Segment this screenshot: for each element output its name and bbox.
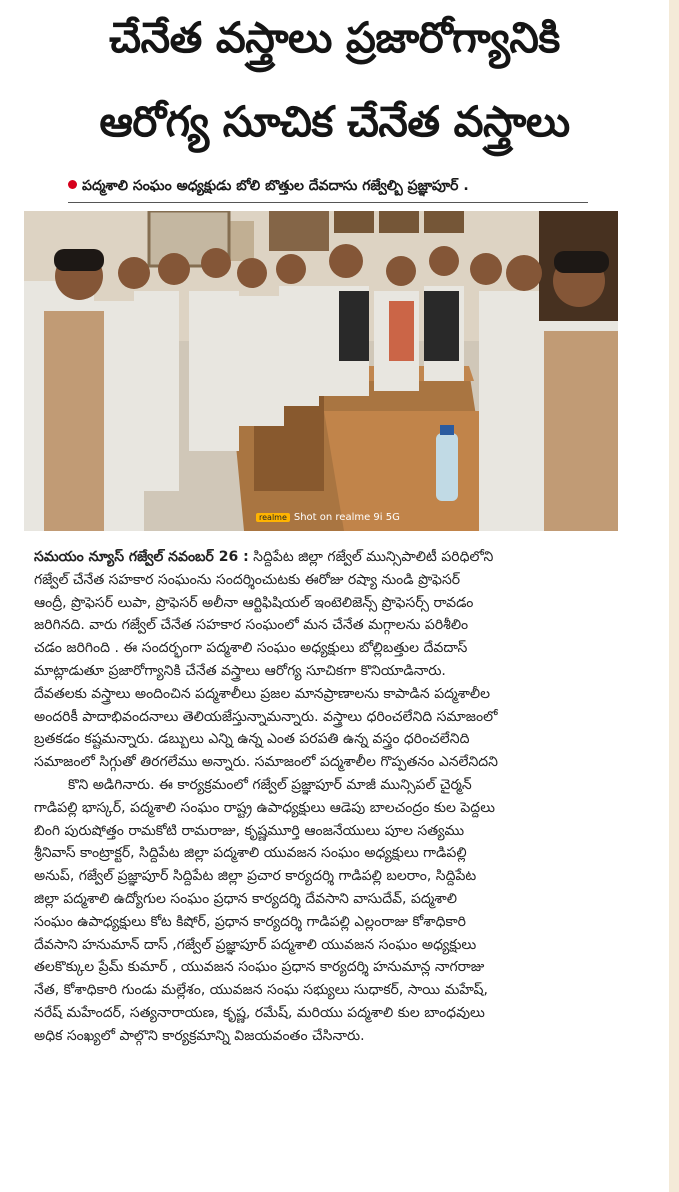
article-line: కొని అడిగినారు. ఈ కార్యక్రమంలో గజ్వేల్ ప్రజ్ఞాపూర్ మాజీ మున్సిపల్ చైర్మన్ — [68, 776, 472, 793]
watermark-text: Shot on realme 9i 5G — [293, 512, 400, 523]
headline-line-1: చేనేత వస్త్రాలు ప్రజారోగ్యానికి — [109, 13, 560, 62]
watermark-tag: realme — [256, 513, 290, 522]
article-line: ఆంద్రీ, ప్రొఫెసర్ లుపా, ప్రొఫెసర్ అలీనా ఆర్టిఫిషియల్ ఇంటెలిజెన్స్ ప్రొఫెసర్స్ రావడం — [34, 594, 474, 611]
article-line — [34, 546, 644, 569]
article-line: బ్రతకడం కష్టమన్నారు. డబ్బులు ఎన్ని ఉన్న ఎంత పరపతి ఉన్న వస్త్రం ధరించలేనిది — [34, 731, 470, 748]
article-body — [34, 546, 644, 1048]
article-line: అనుప్, గజ్వేల్ ప్రజ్ఞాపూర్ సిద్దిపేట జిల్లా ప్రచార కార్యదర్శి గాడిపల్లి బలరాం, సిద్దిపేట — [34, 868, 477, 885]
article-line: తలకొక్కుల ప్రేమ్ కుమార్ , యువజన సంఘం ప్రధాన కార్యదర్శి హనుమాన్ల నాగరాజు — [34, 959, 485, 976]
red-bullet-icon — [68, 180, 77, 189]
dateline: సమయం న్యూస్ గజ్వేల్ నవంబర్ 26 : — [34, 549, 249, 565]
group-photo-illustration — [24, 211, 618, 531]
article-line: శ్రీనివాస్ కాంట్రాక్టర్, సిద్దిపేట జిల్లా పద్మశాలి యువజన సంఘం అధ్యక్షులు గాడిపల్లి — [34, 845, 467, 862]
article-line: అధిక సంఖ్యలో పాల్గొని కార్యక్రమాన్ని విజయవంతం చేసినారు. — [34, 1027, 365, 1044]
article-line: అందరికీ పాదాభివందనాలు తెలియజేస్తున్నామన్నారు. వస్త్రాలు ధరించలేనిది సమాజంలో — [34, 708, 498, 725]
page-edge-strip — [669, 0, 679, 1192]
article-line: నరేష్ మహేందర్, సత్యనారాయణ, కృష్ణ, రమేష్, మరియు పద్మశాలి కుల బాంధవులు — [34, 1004, 485, 1021]
byline — [68, 172, 588, 203]
article-line: దేవతలకు వస్త్రాలు అందించిన పద్మశాలీలు ప్రజల మానప్రాణాలను కాపాడిన పద్మశాలీల — [34, 685, 491, 702]
article-line: నేత, కోశాధికారి గుండు మల్లేశం, యువజన సంఘ సభ్యులు సుధాకర్, సాయి మహేష్, — [34, 982, 488, 999]
article-line: మాట్లాడుతూ ప్రజారోగ్యానికి చేనేత వస్త్రాలు ఆరోగ్య సూచికగా కొనియాడినారు. — [34, 662, 446, 679]
article-line: జరిగినది. వారు గజ్వేల్ చేనేత సహకార సంఘంలో మన చేనేత మగ్గాలను పరిశీలిం — [34, 617, 469, 634]
article-line: దేవసాని హనుమాన్ దాస్ ,గజ్వేల్ ప్రజ్ఞాపూర్ పద్మశాలి యువజన సంఘం అధ్యక్షులు — [34, 936, 477, 953]
article-line: బింగి పురుషోత్తం రామకోటి రామరాజు, కృష్ణమూర్తి ఆంజనేయులు పూల సత్యము — [34, 822, 465, 839]
article-line: గాడిపల్లి భాస్కర్, పద్మశాలి సంఘం రాష్ట్ర ఉపాధ్యక్షులు ఆడెపు బాలచంద్రం కుల పెద్దలు — [34, 799, 495, 816]
article-line: జిల్లా పద్మశాలి ఉద్యోగుల సంఘం ప్రధాన కార్యదర్శి దేవసాని వాసుదేవ్, పద్మశాలి — [34, 890, 457, 907]
byline-text: పద్మశాలి సంఘం అధ్యక్షుడు బోలి బొత్తుల దేవదాసు గజ్వేల్బి ప్రజ్ఞాపూర్ . — [82, 178, 469, 194]
article-line-text: సిద్దిపేట జిల్లా గజ్వేల్ మున్సిపాలిటీ పరిధిలోని — [248, 549, 494, 565]
article-line: చడం జరిగింది . ఈ సందర్భంగా పద్మశాలి సంఘం అధ్యక్షులు బోల్లిబత్తుల దేవదాస్ — [34, 640, 468, 657]
article-line: గజ్వేల్ చేనేత సహకార సంఘంను సందర్శించుటకు ఈరోజు రష్యా నుండి ప్రొఫెసర్ — [34, 571, 461, 588]
headline-line-2: ఆరోగ్య సూచిక చేనేత వస్త్రాలు — [99, 97, 570, 146]
news-photo — [24, 211, 618, 531]
article-line: సమాజంలో సిగ్గుతో తిరగలేము అన్నారు. సమాజంలో పద్మశాలీల గొప్పతనం ఎనలేనిదని — [34, 754, 498, 771]
article-line: సంఘం ఉపాధ్యక్షులు కోట కిషోర్, ప్రధాన కార్యదర్శి గాడిపల్లి ఎల్లంరాజు కోశాధికారి — [34, 913, 466, 930]
camera-watermark — [256, 512, 400, 523]
